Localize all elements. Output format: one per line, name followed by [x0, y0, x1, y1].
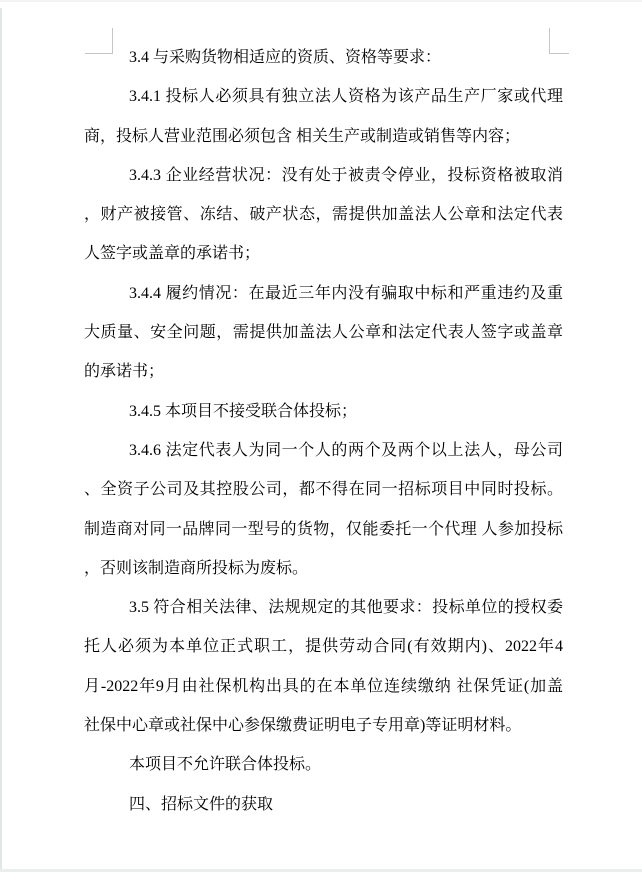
paragraph: [84, 431, 563, 588]
page-edge-top: [0, 0, 642, 2]
text-line: 月-2022年9月由社保机构出具的在本单位连续缴纳 社保凭证(加盖: [84, 677, 563, 695]
text-line: 3.4 与采购货物相适应的资质、资格等要求：: [129, 49, 442, 66]
text-line: ，财产被接管、冻结、破产状态，需提供加盖法人公章和法定代表: [84, 206, 563, 224]
text-line: 大质量、安全问题，需提供加盖法人公章和法定代表人签字或盖章: [84, 324, 563, 342]
text-line: 商，投标人营业范围必须包含 相关生产或制造或销售等内容；: [84, 127, 521, 145]
text-line: 3.4.3 企业经营状况：没有处于被责令停业，投标资格被取消: [129, 166, 563, 184]
text-line: 四、招标文件的获取: [129, 795, 274, 813]
paragraph: [84, 745, 563, 784]
text-line: 3.4.4 履约情况：在最近三年内没有骗取中标和严重违约及重: [129, 284, 563, 302]
text-line: ，否则该制造商所投标为废标。: [84, 559, 309, 577]
paragraph: [84, 785, 563, 824]
document-body: [84, 38, 563, 824]
paragraph: [84, 588, 563, 745]
paragraph: [84, 38, 563, 77]
text-line: 3.4.5 本项目不接受联合体投标；: [129, 402, 358, 420]
paragraph: [84, 156, 563, 274]
paragraph: [84, 392, 563, 431]
text-line: 制造商对同一品牌同一型号的货物，仅能委托一个代理 人参加投标: [84, 520, 563, 538]
text-line: 人签字或盖章的承诺书；: [84, 245, 261, 263]
text-line: 3.5 符合相关法律、法规规定的其他要求：投标单位的授权委: [129, 599, 563, 617]
text-line: 的承诺书；: [84, 363, 165, 381]
text-line: 3.4.6 法定代表人为同一个人的两个及两个以上法人，母公司: [129, 441, 563, 459]
text-line: 本项目不允许联合体投标。: [129, 756, 322, 774]
paragraph: [84, 274, 563, 392]
text-line: 社保中心章或社保中心参保缴费证明电子专用章)等证明材料。: [84, 717, 522, 735]
text-line: 3.4.1 投标人必须具有独立法人资格为该产品生产厂家或代理: [129, 88, 563, 106]
text-line: 、全资子公司及其控股公司，都不得在同一招标项目中同时投标。: [84, 481, 563, 499]
page-edge-left: [0, 8, 2, 872]
paragraph: [84, 77, 563, 156]
text-line: 托人必须为本单位正式职工，提供劳动合同(有效期内)、2022年4: [84, 638, 563, 656]
